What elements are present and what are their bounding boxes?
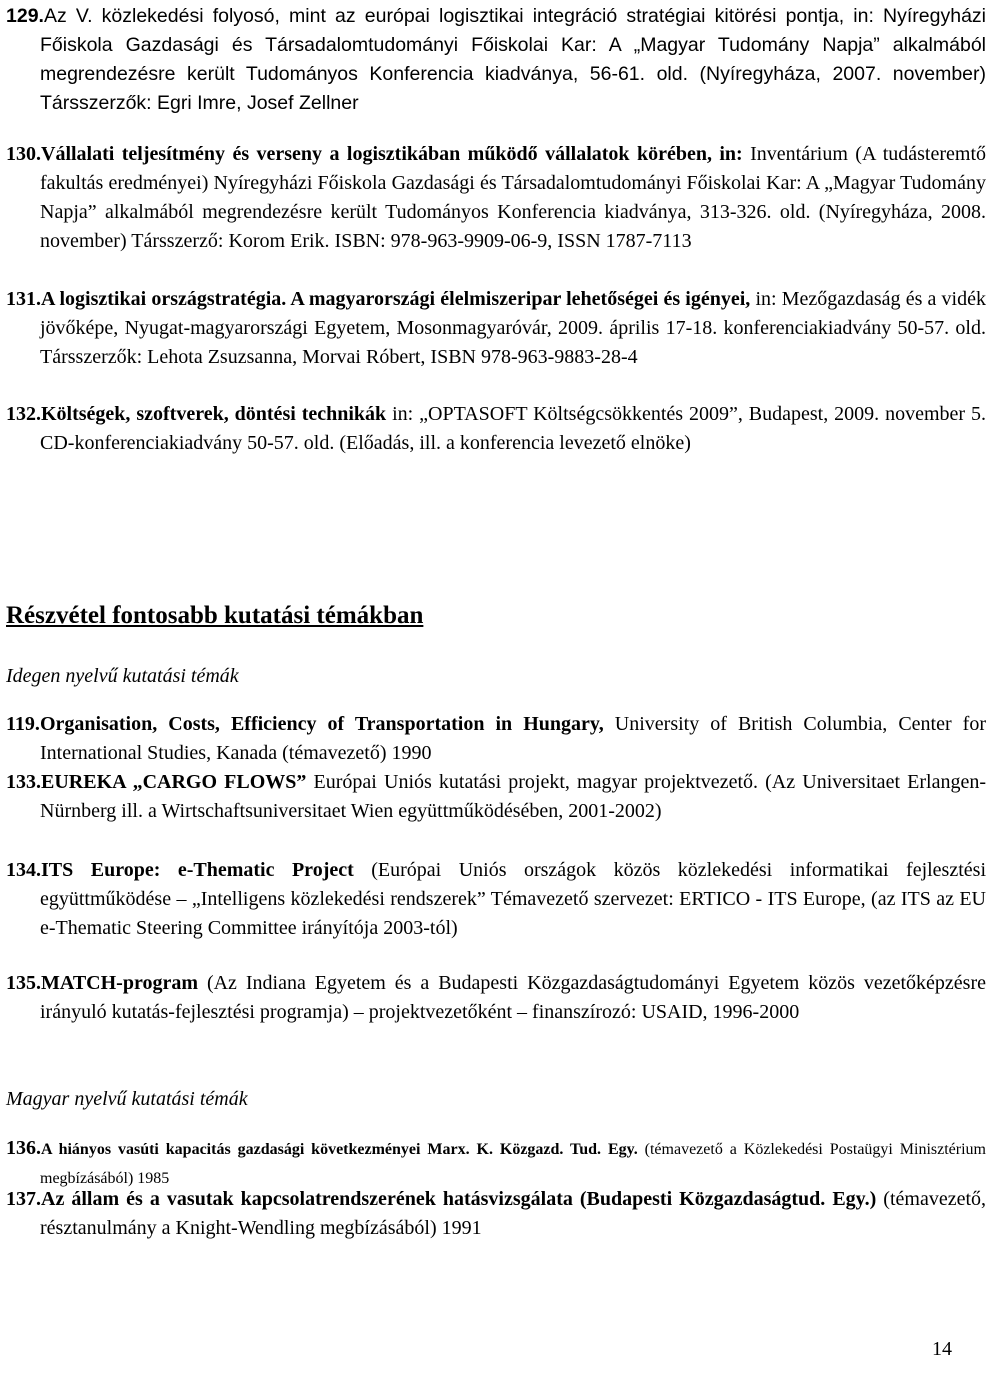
entry-133 [6, 768, 986, 826]
entry-text: Európai Uniós kutatási projekt, magyar projektvezető. (Az Universitaet Erlangen-Nürnberg ill. a Wirtschaftsuniversitaet Wien együttműködésében, 2001-2002) [40, 771, 986, 822]
entry-text: (témavezető, résztanulmány a Knight-Wendling megbízásából) 1991 [40, 1188, 986, 1239]
entry-text: in: „OPTASOFT Költségcsökkentés 2009”, Budapest, 2009. november 5. CD-konferenciakiadvány 50-57. old. (Előadás, ill. a konferencia levezető elnöke) [40, 403, 986, 454]
entry-text: (témavezető a Közlekedési Postaügyi Minisztérium megbízásából) 1985 [40, 1141, 986, 1187]
entry-number: 135. [6, 972, 41, 994]
entry-title: A logisztikai országstratégia. A magyarországi élelmiszeripar lehetőségei és igényei, [41, 288, 751, 310]
entry-130 [6, 140, 986, 256]
entry-131 [6, 285, 986, 372]
entry-title: ITS Europe: e-Thematic Project [41, 859, 354, 881]
entry-text: (Az Indiana Egyetem és a Budapesti Közgazdaságtudományi Egyetem közös vezetőképzésre irányuló kutatás-fejlesztési programja) – projektvezetőként – finanszírozó: USAID, 1996-2000 [40, 972, 986, 1023]
entry-title: Az állam és a vasutak kapcsolatrendszerének hatásvizsgálata (Budapesti Közgazdaságtud. Egy.) [41, 1188, 877, 1210]
entry-134 [6, 856, 986, 943]
entry-title: EUREKA „CARGO FLOWS” [41, 771, 307, 793]
entry-text: Inventárium (A tudásteremtő fakultás eredményei) Nyíregyházi Főiskola Gazdasági és Társadalomtudományi Főiskolai Kar: A „Magyar Tudomány Napja” alkalmából megrendezésre került Tudományos Konferencia kiadványa, 313-326. old. (Nyíregyháza, 2008. november) Társszerző: Korom Erik. ISBN: 978-963-9909-06-9, ISSN 1787-7113 [40, 143, 986, 252]
entry-title: MATCH-program [41, 972, 199, 994]
entry-135 [6, 969, 986, 1027]
entry-title: A hiányos vasúti kapacitás gazdasági következményei Marx. K. Közgazd. Tud. Egy. [41, 1141, 638, 1158]
entry-137 [6, 1185, 986, 1243]
entry-number: 131. [6, 288, 41, 310]
entry-119 [6, 710, 986, 768]
entry-132 [6, 400, 986, 458]
hungarian-subheading: Magyar nyelvű kutatási témák [6, 1088, 248, 1110]
entry-number: 136. [6, 1137, 41, 1159]
page-number: 14 [932, 1338, 952, 1360]
entry-text: University of British Columbia, Center for International Studies, Kanada (témavezető) 1990 [40, 713, 986, 764]
foreign-subheading: Idegen nyelvű kutatási témák [6, 665, 239, 687]
entry-number: 119. [6, 713, 40, 735]
section-heading: Részvétel fontosabb kutatási témákban [6, 602, 424, 629]
entry-number: 130. [6, 143, 41, 165]
entry-title: Organisation, Costs, Efficiency of Transportation in Hungary, [40, 713, 604, 735]
entry-number: 134. [6, 859, 41, 881]
entry-number: 132. [6, 403, 41, 425]
entry-number: 137. [6, 1188, 41, 1210]
entry-number: 133. [6, 771, 41, 793]
entry-text: Az V. közlekedési folyosó, mint az európai logisztikai integráció stratégiai kitörési pontja, in: Nyíregyházi Főiskola Gazdasági és Társadalomtudományi Főiskolai Kar: A „Magyar Tudomány Napja” alkalmából megrendezésre került Tudományos Konferencia kiadványa, 56-61. old. (Nyíregyháza, 2007. november) Társszerzők: Egri Imre, Josef Zellner [40, 5, 986, 114]
entry-text: (Európai Uniós országok közös közlekedési informatikai fejlesztési együttműködése – „Intelligens közlekedési rendszerek” Témavezető szervezet: ERTICO - ITS Europe, (az ITS az EU e-Thematic Steering Committee irányítója 2003-tól) [40, 859, 986, 939]
entry-title: Költségek, szoftverek, döntési technikák [41, 403, 387, 425]
entry-title: Vállalati teljesítmény és verseny a logisztikában működő vállalatok körében, in: [41, 143, 743, 165]
entry-number: 129. [6, 5, 44, 27]
entry-129 [6, 2, 986, 118]
entry-text: in: Mezőgazdaság és a vidék jövőképe, Nyugat-magyarországi Egyetem, Mosonmagyaróvár, 2009. április 17-18. konferenciakiadvány 50-57. old. Társszerzők: Lehota Zsuzsanna, Morvai Róbert, ISBN 978-963-9883-28-4 [40, 288, 986, 368]
